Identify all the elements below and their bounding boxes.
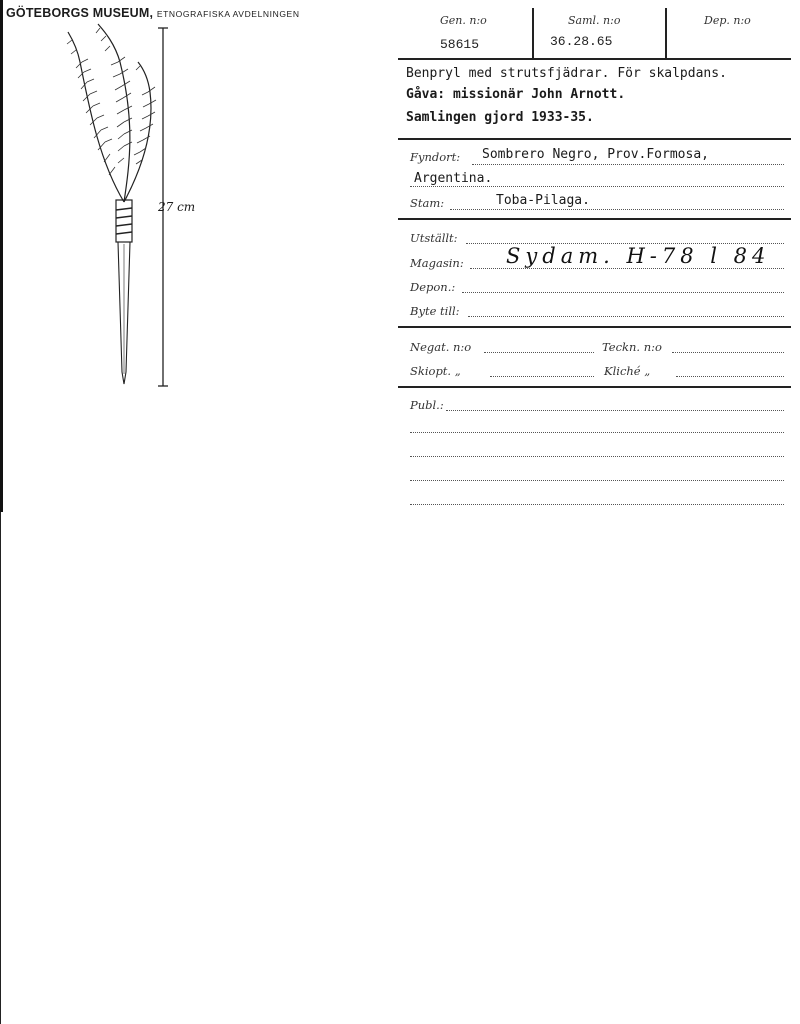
stam-dots xyxy=(450,209,784,210)
fyndort-dots xyxy=(472,164,784,165)
description-line-3: Samlingen gjord 1933-35. xyxy=(406,110,594,125)
byte-bottom-line xyxy=(398,326,791,328)
saml-value: 36.28.65 xyxy=(550,34,613,49)
magasin-value: Sydam. H-78 l 84 xyxy=(506,244,771,268)
museum-header xyxy=(6,6,300,20)
description-line-2: Gåva: missionär John Arnott. xyxy=(406,87,626,102)
museum-name: GÖTEBORGS MUSEUM, xyxy=(6,6,154,20)
header-divider-2 xyxy=(665,8,667,58)
teckn-label: Teckn. n:o xyxy=(602,340,662,354)
fyndort-value-2: Argentina. xyxy=(414,171,493,186)
dep-label: Dep. n:o xyxy=(704,14,751,27)
utstallt-label: Utställt: xyxy=(410,231,458,245)
negat-label: Negat. n:o xyxy=(410,340,472,354)
stam-bottom-line xyxy=(398,218,791,220)
fyndort-dots-2 xyxy=(410,186,784,187)
header-divider-1 xyxy=(532,8,534,58)
gen-label: Gen. n:o xyxy=(440,14,487,27)
publ-label: Publ.: xyxy=(410,398,444,412)
card-left-border xyxy=(0,0,3,512)
gen-value: 58615 xyxy=(440,37,480,52)
kliche-bottom-line xyxy=(398,386,791,388)
description-line-1: Benpryl med strutsfjädrar. För skalpdans. xyxy=(406,66,727,81)
depon-label: Depon.: xyxy=(410,280,456,294)
negat-dots xyxy=(484,352,594,353)
kliche-dots xyxy=(676,376,784,377)
magasin-dots xyxy=(470,268,784,269)
publ-dots-2 xyxy=(410,432,784,433)
magasin-label: Magasin: xyxy=(410,256,464,270)
publ-dots-5 xyxy=(410,504,784,505)
header-bottom-line xyxy=(398,58,791,60)
stam-label: Stam: xyxy=(410,196,445,210)
byte-label: Byte till: xyxy=(410,304,460,318)
measurement-label: 27 cm xyxy=(158,200,196,214)
skiopt-dots xyxy=(490,376,594,377)
description-bottom-line xyxy=(398,138,791,140)
depon-dots xyxy=(462,292,784,293)
department-name: ETNOGRAFISKA AVDELNINGEN xyxy=(156,9,300,19)
card-right-border xyxy=(0,512,1,1024)
teckn-dots xyxy=(672,352,784,353)
byte-dots xyxy=(468,316,784,317)
publ-dots-3 xyxy=(410,456,784,457)
publ-dots-4 xyxy=(410,480,784,481)
publ-dots-1 xyxy=(446,410,784,411)
saml-label: Saml. n:o xyxy=(568,14,621,27)
stam-value: Toba-Pilaga. xyxy=(496,193,590,208)
fyndort-value: Sombrero Negro, Prov.Formosa, xyxy=(482,147,709,162)
skiopt-label: Skiopt. „ xyxy=(410,364,461,378)
fyndort-label: Fyndort: xyxy=(410,150,461,164)
kliche-label: Kliché „ xyxy=(604,364,651,378)
